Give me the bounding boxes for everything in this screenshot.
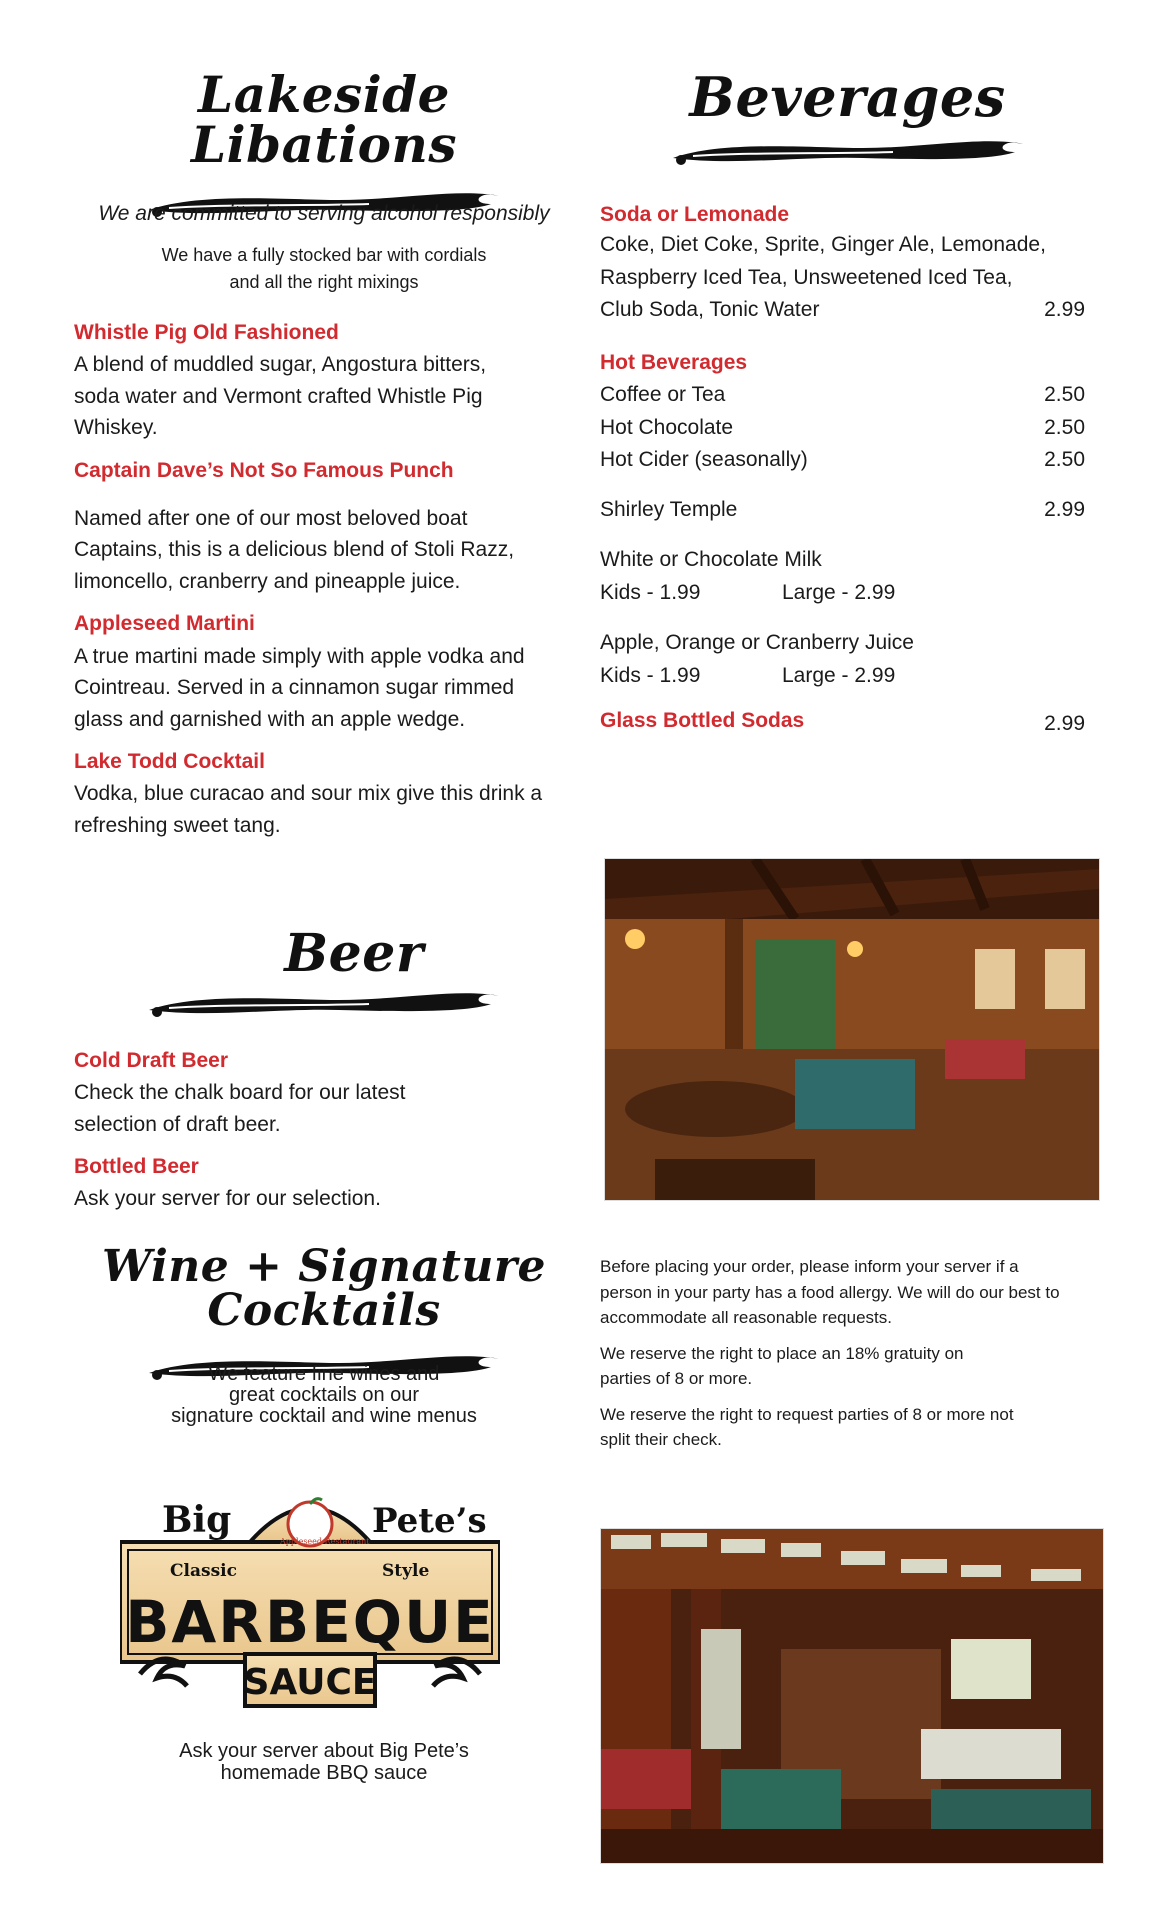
bbq-logo-icon [120,1484,500,1716]
beverages-header [600,65,1095,170]
beer-title: Beer [284,923,424,984]
soda-line: Coke, Diet Coke, Sprite, Ginger Ale, Lemonade, [600,233,1046,257]
libations-tagline-block [74,198,574,296]
price-row [600,379,1085,412]
libations-intro-line: and all the right mixings [229,271,419,292]
bbq-big-text: Big [162,1499,232,1541]
item-description: Ask your server for our selection. [74,1187,381,1211]
item-name: Appleseed Martini [74,612,255,636]
dining-room-image-icon [605,859,1099,1200]
wine-line: We feature fine wines and [208,1363,440,1385]
bbq-barbeque-text: BARBEQUE [125,1588,495,1656]
hot-heading: Hot Beverages [600,351,748,374]
restaurant-interior-photo [604,858,1100,1201]
wine-line: signature cocktail and wine menus [171,1405,477,1427]
price-row [600,412,1085,445]
bottled-sodas-row [600,708,1085,741]
list-item [74,320,574,444]
soda-line: Raspberry Iced Tea, Unsweetened Iced Tea, [600,265,1013,289]
soda-section [600,202,1085,327]
item-name: Bottled Beer [74,1155,199,1179]
row-price: 2.99 [1044,498,1085,521]
juice-item: Apple, Orange or Cranberry Juice [600,631,914,654]
swoosh-divider-icon [139,982,509,1022]
libations-intro-line: We have a fully stocked bar with cordials [161,244,487,265]
row-item: Coffee or Tea [600,383,726,407]
restaurant-interior-photo-2 [600,1528,1104,1864]
item-name: Whistle Pig Old Fashioned [74,321,339,344]
soda-last-line: Club Soda, Tonic Water [600,298,820,322]
row-price: 2.50 [1044,383,1085,407]
notice-text: Before placing your order, please inform your server if a person in your party has a food allergy. We will do our best to accommodate all reasonable requests. [600,1257,1060,1327]
notice-text: We reserve the right to request parties of 8 or more not split their check. [600,1404,1014,1449]
beer-header [74,923,574,1022]
wine-title: Wine + Signature Cocktails [101,1241,547,1336]
milk-section [600,544,1085,609]
price-row [600,444,1085,477]
wine-description [74,1364,574,1427]
list-item [74,458,574,598]
item-description: Check the chalk board for our latest selection of draft beer. [74,1081,406,1136]
juice-section [600,627,1085,692]
row-item: Hot Cider (seasonally) [600,448,808,472]
beverages-title: Beverages [689,65,1006,129]
notices [600,1254,1090,1453]
juice-sizes [600,660,1085,693]
bbq-appleseed-text: Appleseed Restaurant [280,1537,370,1546]
list-item [74,1154,574,1215]
bbq-classic-text: Classic [170,1561,237,1581]
bbq-description [74,1740,574,1784]
shirley-row [600,494,1085,527]
bbq-sauce-logo [120,1484,500,1716]
large-price: Large - 2.99 [782,663,896,687]
item-name: Captain Dave’s Not So Famous Punch [74,458,454,482]
item-description: A true martini made simply with apple vodka and Cointreau. Served in a cinnamon sugar rimmed glass and garnished with an apple wedge. [74,644,525,731]
libations-tagline: We are committed to serving alcohol responsibly [98,202,550,225]
bbq-line: homemade BBQ sauce [220,1762,428,1784]
item-description: Vodka, blue curacao and sour mix give this drink a refreshing sweet tang. [74,782,543,837]
row-item: Shirley Temple [600,498,738,521]
dining-room-image-icon [601,1529,1103,1863]
list-item [74,749,574,841]
item-description: Named after one of our most beloved boat Captains, this is a delicious blend of Stoli Razz, limoncello, cranberry and pineapple juice. [74,506,515,593]
milk-sizes [600,577,1085,610]
soda-price: 2.99 [1044,298,1085,322]
row-price: 2.99 [1044,712,1085,735]
list-item [74,1048,574,1140]
bbq-petes-text: Pete’s [372,1501,487,1541]
kids-price: Kids - 1.99 [600,580,701,604]
hot-section [600,350,1085,477]
bbq-line: Ask your server about Big Pete’s [179,1740,469,1762]
notice-text: We reserve the right to place an 18% gratuity on parties of 8 or more. [600,1343,964,1388]
item-description: A blend of muddled sugar, Angostura bitters, soda water and Vermont crafted Whistle Pig Whiskey. [74,353,487,440]
row-price: 2.50 [1044,448,1085,472]
beer-list [74,1048,574,1215]
kids-price: Kids - 1.99 [600,663,701,687]
soda-price-row [600,294,1085,327]
milk-item: White or Chocolate Milk [600,548,822,571]
bbq-style-text: Style [382,1561,430,1581]
bottled-sodas-heading: Glass Bottled Sodas [600,709,805,732]
libations-list [74,320,574,841]
list-item [74,611,574,735]
libations-intro [74,242,574,296]
libations-title: Lakeside Libations [191,65,457,174]
item-name: Cold Draft Beer [74,1049,229,1072]
swoosh-divider-icon [663,130,1033,170]
bbq-sauce-text: SAUCE [243,1662,377,1703]
wine-line: great cocktails on our [228,1384,420,1406]
row-item: Hot Chocolate [600,415,734,439]
soda-heading: Soda or Lemonade [600,203,790,226]
item-name: Lake Todd Cocktail [74,750,265,774]
large-price: Large - 2.99 [782,580,896,604]
row-price: 2.50 [1044,415,1085,439]
